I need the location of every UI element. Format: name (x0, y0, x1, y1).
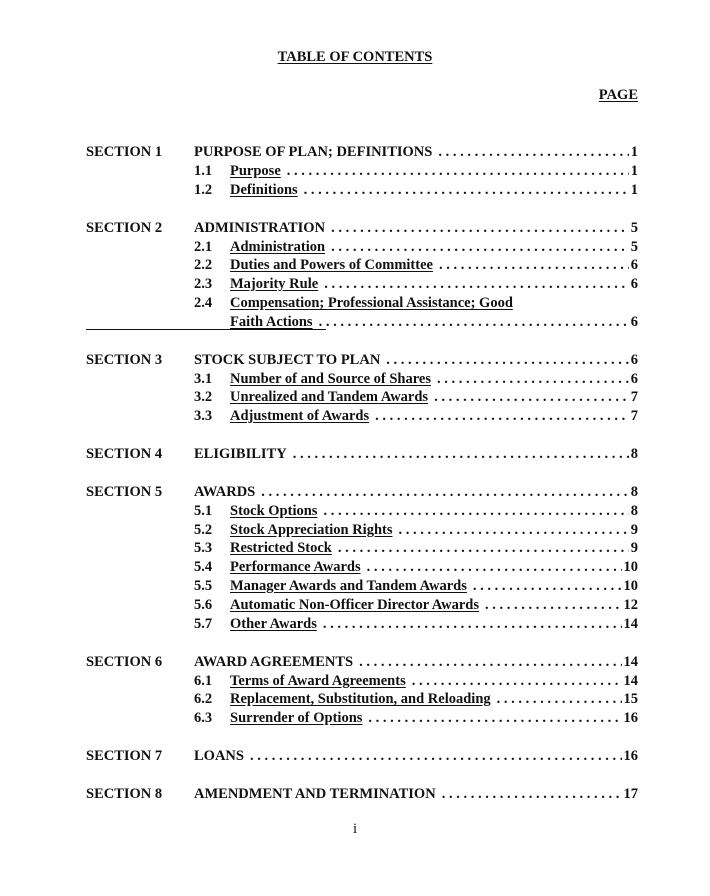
section-page-number: 17 (623, 786, 638, 802)
subsection-page-number: 15 (623, 691, 638, 707)
subsection-title[interactable]: Manager Awards and Tandem Awards (230, 578, 467, 594)
dot-leader (287, 162, 629, 181)
dot-leader (386, 351, 628, 370)
subsection-title[interactable]: Purpose (230, 163, 281, 179)
toc-subsection-row[interactable] (86, 162, 638, 181)
dot-leader (323, 502, 628, 521)
dot-leader (485, 596, 622, 615)
subsection-number: 2.2 (194, 257, 213, 273)
section-label: SECTION 4 (86, 446, 163, 462)
section-page-number: 1 (630, 144, 638, 160)
toc-section-row[interactable] (86, 653, 638, 672)
dot-leader (438, 143, 628, 162)
toc-section-row[interactable] (86, 219, 638, 238)
subsection-page-number: 9 (630, 522, 638, 538)
subsection-entry[interactable] (230, 558, 638, 577)
toc-subsection-row[interactable] (86, 558, 638, 577)
dot-leader (331, 219, 629, 238)
dot-leader (331, 238, 629, 257)
subsection-number: 6.2 (194, 691, 213, 707)
toc-section-row[interactable] (86, 747, 638, 766)
section-title[interactable]: PURPOSE OF PLAN; DEFINITIONS (194, 144, 433, 160)
toc-subsection-row[interactable] (86, 502, 638, 521)
subsection-page-number: 7 (630, 408, 638, 424)
subsection-page-number: 6 (630, 314, 638, 330)
dot-leader (323, 615, 622, 634)
toc-section-row[interactable] (86, 483, 638, 502)
subsection-number: 1.2 (194, 182, 213, 198)
subsection-number: 3.2 (194, 389, 213, 405)
dot-leader (324, 275, 629, 294)
subsection-entry[interactable] (230, 370, 638, 389)
section-divider-rule (86, 329, 326, 330)
subsection-page-number: 10 (623, 559, 638, 575)
section-label: SECTION 6 (86, 654, 163, 670)
dot-leader (439, 256, 629, 275)
dot-leader (398, 521, 628, 540)
subsection-title[interactable]: Duties and Powers of Committee (230, 257, 433, 273)
subsection-title[interactable]: Number of and Source of Shares (230, 371, 432, 387)
dot-leader (359, 653, 621, 672)
section-title[interactable]: AWARDS (194, 484, 256, 500)
dot-leader (293, 445, 629, 464)
subsection-title[interactable]: Definitions (230, 182, 298, 198)
subsection-page-number: 10 (623, 578, 638, 594)
section-entry[interactable] (194, 219, 638, 238)
dot-leader (261, 483, 629, 502)
dot-leader (434, 388, 629, 407)
dot-leader (319, 313, 629, 332)
toc-section-row[interactable] (86, 785, 638, 804)
section-title[interactable]: STOCK SUBJECT TO PLAN (194, 352, 381, 368)
subsection-title[interactable]: Surrender of Options (230, 710, 363, 726)
toc-subsection-row[interactable] (86, 577, 638, 596)
toc-subsection-row[interactable] (86, 294, 638, 313)
subsection-page-number: 16 (623, 710, 638, 726)
dot-leader (437, 370, 629, 389)
subsection-page-number: 6 (630, 276, 638, 292)
toc-subsection-row[interactable] (86, 275, 638, 294)
section-entry[interactable] (194, 785, 638, 804)
toc-subsection-row[interactable] (86, 709, 638, 728)
subsection-entry[interactable] (230, 407, 638, 426)
subsection-entry[interactable] (230, 388, 638, 407)
subsection-title[interactable]: Replacement, Substitution, and Reloading (230, 691, 491, 707)
subsection-title-continued[interactable]: Faith Actions (230, 314, 313, 330)
toc-section-row[interactable] (86, 351, 638, 370)
section-title[interactable]: AMENDMENT AND TERMINATION (194, 786, 436, 802)
subsection-page-number: 14 (623, 673, 638, 689)
page-column-header: PAGE (598, 87, 638, 103)
toc-subsection-row[interactable] (86, 521, 638, 540)
subsection-page-number: 6 (630, 257, 638, 273)
toc-subsection-row[interactable] (86, 615, 638, 634)
toc-subsection-row[interactable] (86, 539, 638, 558)
subsection-title[interactable]: Restricted Stock (230, 540, 332, 556)
toc-subsection-row[interactable] (86, 181, 638, 200)
section-page-number: 6 (630, 352, 638, 368)
section-label: SECTION 2 (86, 220, 163, 236)
subsection-number: 2.4 (194, 295, 213, 311)
section-label: SECTION 1 (86, 144, 163, 160)
toc-subsection-row[interactable] (86, 690, 638, 709)
subsection-entry[interactable] (230, 256, 638, 275)
subsection-page-number: 1 (630, 182, 638, 198)
dot-leader (304, 181, 629, 200)
dot-leader (442, 785, 622, 804)
subsection-entry[interactable] (230, 181, 638, 200)
subsection-number: 5.2 (194, 522, 213, 538)
subsection-number: 5.7 (194, 616, 213, 632)
subsection-number: 5.3 (194, 540, 213, 556)
section-page-number: 8 (630, 484, 638, 500)
subsection-entry[interactable] (230, 577, 638, 596)
subsection-title[interactable]: Compensation; Professional Assistance; Good (230, 295, 513, 311)
subsection-title[interactable]: Unrealized and Tandem Awards (230, 389, 429, 405)
subsection-page-number: 5 (630, 239, 638, 255)
subsection-page-number: 14 (623, 616, 638, 632)
dot-leader (367, 558, 622, 577)
dot-leader (375, 407, 629, 426)
subsection-title[interactable]: Performance Awards (230, 559, 361, 575)
dot-leader (368, 709, 621, 728)
subsection-number: 2.1 (194, 239, 213, 255)
toc-title-text: TABLE OF CONTENTS (277, 49, 433, 65)
toc-subsection-row[interactable] (86, 388, 638, 407)
subsection-number: 6.1 (194, 673, 213, 689)
subsection-title[interactable]: Terms of Award Agreements (230, 673, 406, 689)
subsection-entry[interactable] (230, 521, 638, 540)
subsection-entry[interactable] (230, 238, 638, 257)
subsection-number: 6.3 (194, 710, 213, 726)
toc-subsection-row[interactable] (86, 256, 638, 275)
subsection-title[interactable]: Administration (230, 239, 326, 255)
subsection-page-number: 9 (630, 540, 638, 556)
toc-section-row[interactable] (86, 445, 638, 464)
subsection-entry[interactable] (230, 615, 638, 634)
toc-subsection-row[interactable] (86, 238, 638, 257)
subsection-entry[interactable] (230, 294, 638, 313)
section-page-number: 5 (630, 220, 638, 236)
subsection-number: 5.1 (194, 503, 213, 519)
subsection-number: 3.1 (194, 371, 213, 387)
section-entry[interactable] (194, 445, 638, 464)
dot-leader (250, 747, 622, 766)
subsection-entry[interactable] (230, 672, 638, 691)
subsection-number: 5.4 (194, 559, 213, 575)
subsection-number: 3.3 (194, 408, 213, 424)
section-title[interactable]: ELIGIBILITY (194, 446, 287, 462)
section-entry[interactable] (194, 351, 638, 370)
section-page-number: 14 (623, 654, 638, 670)
toc-subsection-row[interactable] (86, 407, 638, 426)
subsection-number: 5.5 (194, 578, 213, 594)
subsection-title[interactable]: Other Awards (230, 616, 317, 632)
toc-subsection-row[interactable] (86, 370, 638, 389)
subsection-entry[interactable] (230, 709, 638, 728)
page-number: i (352, 821, 358, 837)
section-title[interactable]: ADMINISTRATION (194, 220, 326, 236)
section-entry[interactable] (194, 653, 638, 672)
subsection-title[interactable]: Majority Rule (230, 276, 319, 292)
toc-subsection-row[interactable] (86, 672, 638, 691)
subsection-page-number: 12 (623, 597, 638, 613)
subsection-entry[interactable] (230, 690, 638, 709)
section-entry[interactable] (194, 747, 638, 766)
toc-title (0, 49, 710, 66)
subsection-entry[interactable] (230, 596, 638, 615)
section-entry[interactable] (194, 483, 638, 502)
section-label: SECTION 7 (86, 748, 163, 764)
dot-leader (473, 577, 622, 596)
toc-section-row[interactable] (86, 143, 638, 162)
subsection-number: 1.1 (194, 163, 213, 179)
toc-subsection-row[interactable] (86, 596, 638, 615)
section-page-number: 8 (630, 446, 638, 462)
subsection-entry[interactable] (230, 539, 638, 558)
section-page-number: 16 (623, 748, 638, 764)
subsection-title[interactable]: Stock Appreciation Rights (230, 522, 393, 538)
subsection-title[interactable]: Stock Options (230, 503, 318, 519)
dot-leader (412, 672, 622, 691)
subsection-page-number: 1 (630, 163, 638, 179)
subsection-page-number: 6 (630, 371, 638, 387)
section-label: SECTION 3 (86, 352, 163, 368)
subsection-number: 5.6 (194, 597, 213, 613)
subsection-title[interactable]: Adjustment of Awards (230, 408, 370, 424)
subsection-entry[interactable] (230, 275, 638, 294)
section-label: SECTION 5 (86, 484, 163, 500)
section-entry[interactable] (194, 143, 638, 162)
section-title[interactable]: LOANS (194, 748, 244, 764)
subsection-entry[interactable] (230, 162, 638, 181)
subsection-page-number: 7 (630, 389, 638, 405)
subsection-title[interactable]: Automatic Non-Officer Director Awards (230, 597, 479, 613)
subsection-entry[interactable] (230, 502, 638, 521)
subsection-page-number: 8 (630, 503, 638, 519)
section-label: SECTION 8 (86, 786, 163, 802)
dot-leader (338, 539, 629, 558)
subsection-number: 2.3 (194, 276, 213, 292)
section-title[interactable]: AWARD AGREEMENTS (194, 654, 354, 670)
dot-leader (497, 690, 622, 709)
